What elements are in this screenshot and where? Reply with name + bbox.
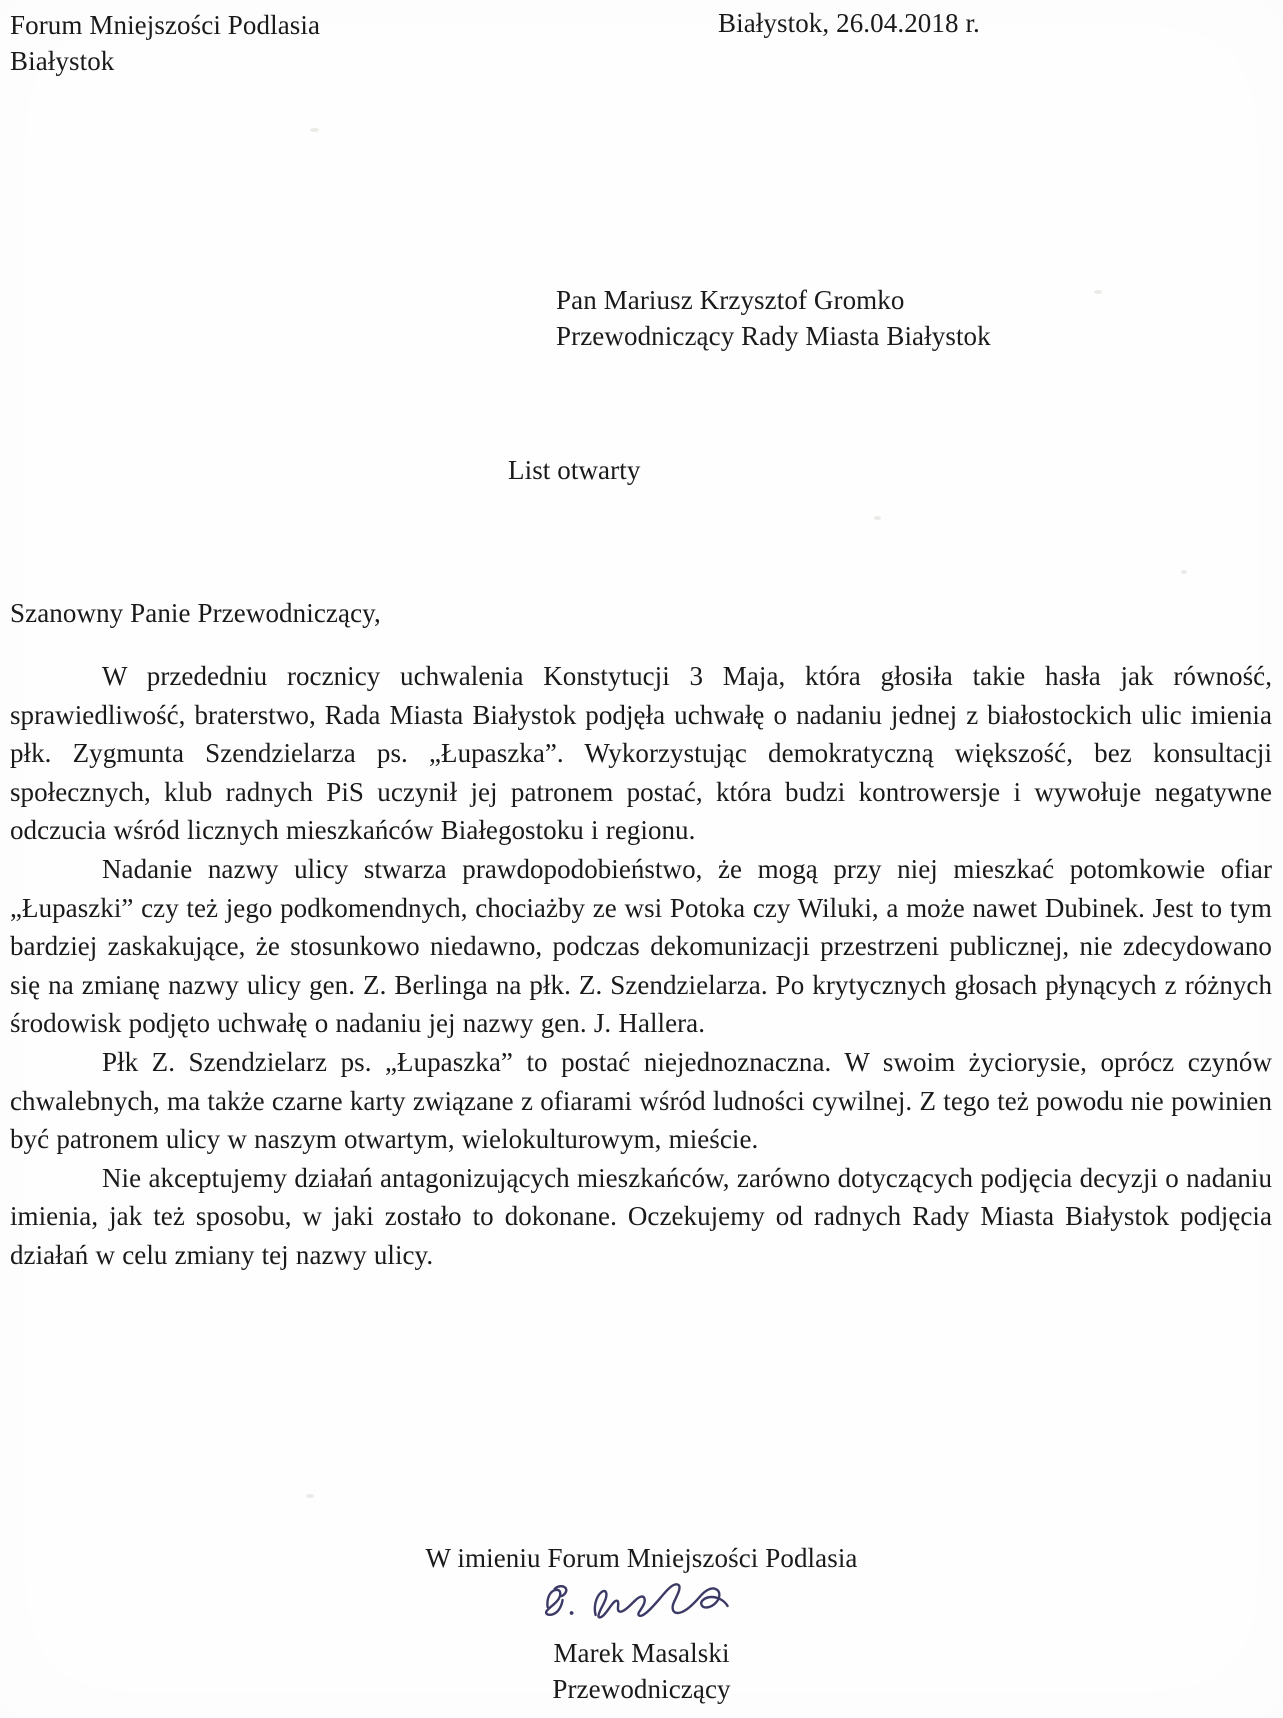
body-paragraph-2: Nadanie nazwy ulicy stwarza prawdopodobieństwo, że mogą przy niej mieszkać potomkowie ofiar „Łupaszki” czy też jego podkomendnych, chociażby ze wsi Potoka czy Wiluki, a może nawet Dubinek. Jest to tym bardziej zaskakujące, że stosunkowo niedawno, podczas dekomunizacji przestrzeni publicznej, nie zdecydowano się na zmianę nazwy ulicy gen. Z. Berlinga na płk. Z. Szendzielarza. Po krytycznych głosach płynących z różnych środowisk podjęto uchwałę o nadaniu jej nazwy gen. J. Hallera.: [10, 853, 1272, 1039]
recipient-block: [556, 283, 991, 355]
signature-area: [0, 1577, 1283, 1633]
scan-speck: [1094, 290, 1102, 294]
letterhead-city: Białystok: [10, 45, 115, 76]
letter-body: [10, 657, 1272, 1275]
salutation: Szanowny Panie Przewodniczący,: [10, 598, 381, 628]
place-and-date: Białystok, 26.04.2018 r.: [718, 8, 980, 38]
letter-subject: List otwarty: [508, 455, 641, 485]
closing-block: [0, 1540, 1283, 1708]
recipient-name: Pan Mariusz Krzysztof Gromko: [556, 285, 905, 315]
scan-speck: [306, 1494, 314, 1498]
scan-speck: [1181, 570, 1187, 574]
handwritten-signature: [531, 1573, 771, 1631]
scan-speck: [874, 516, 881, 520]
signatory-role: Przewodniczący: [552, 1674, 731, 1705]
body-paragraph-3: Płk Z. Szendzielarz ps. „Łupaszka” to postać niejednoznaczna. W swoim życiorysie, oprócz czynów chwalebnych, ma także czarne karty związane z ofiarami wśród ludności cywilnej. Z tego też powodu nie powinien być patronem ulicy w naszym otwartym, wielokulturowym, mieście.: [10, 1046, 1272, 1155]
letterhead: [10, 8, 320, 80]
recipient-title: Przewodniczący Rady Miasta Białystok: [556, 320, 991, 351]
body-paragraph-4: Nie akceptujemy działań antagonizujących mieszkańców, zarówno dotyczących podjęcia decyzji o nadaniu imienia, jak też sposobu, w jaki zostało to dokonane. Oczekujemy od radnych Rady Miasta Białystok podjęcia działań w celu zmiany tej nazwy ulicy.: [10, 1162, 1272, 1270]
scan-speck: [310, 128, 319, 132]
on-behalf-of-line: W imieniu Forum Mniejszości Podlasia: [425, 1543, 858, 1573]
signatory-name: Marek Masalski: [553, 1637, 730, 1668]
letterhead-organization: Forum Mniejszości Podlasia: [10, 10, 321, 40]
body-paragraph-1: W przededniu rocznicy uchwalenia Konstytucji 3 Maja, która głosiła takie hasła jak równość, sprawiedliwość, braterstwo, Rada Miasta Białystok podjęła uchwałę o nadaniu jednej z białostockich ulic imienia płk. Zygmunta Szendzielarza ps. „Łupaszka”. Wykorzystując demokratyczną większość, bez konsultacji społecznych, klub radnych PiS uczynił jej patronem postać, która budzi kontrowersje i wywołuje negatywne odczucia wśród licznych mieszkańców Białegostoku i regionu.: [10, 661, 1272, 846]
